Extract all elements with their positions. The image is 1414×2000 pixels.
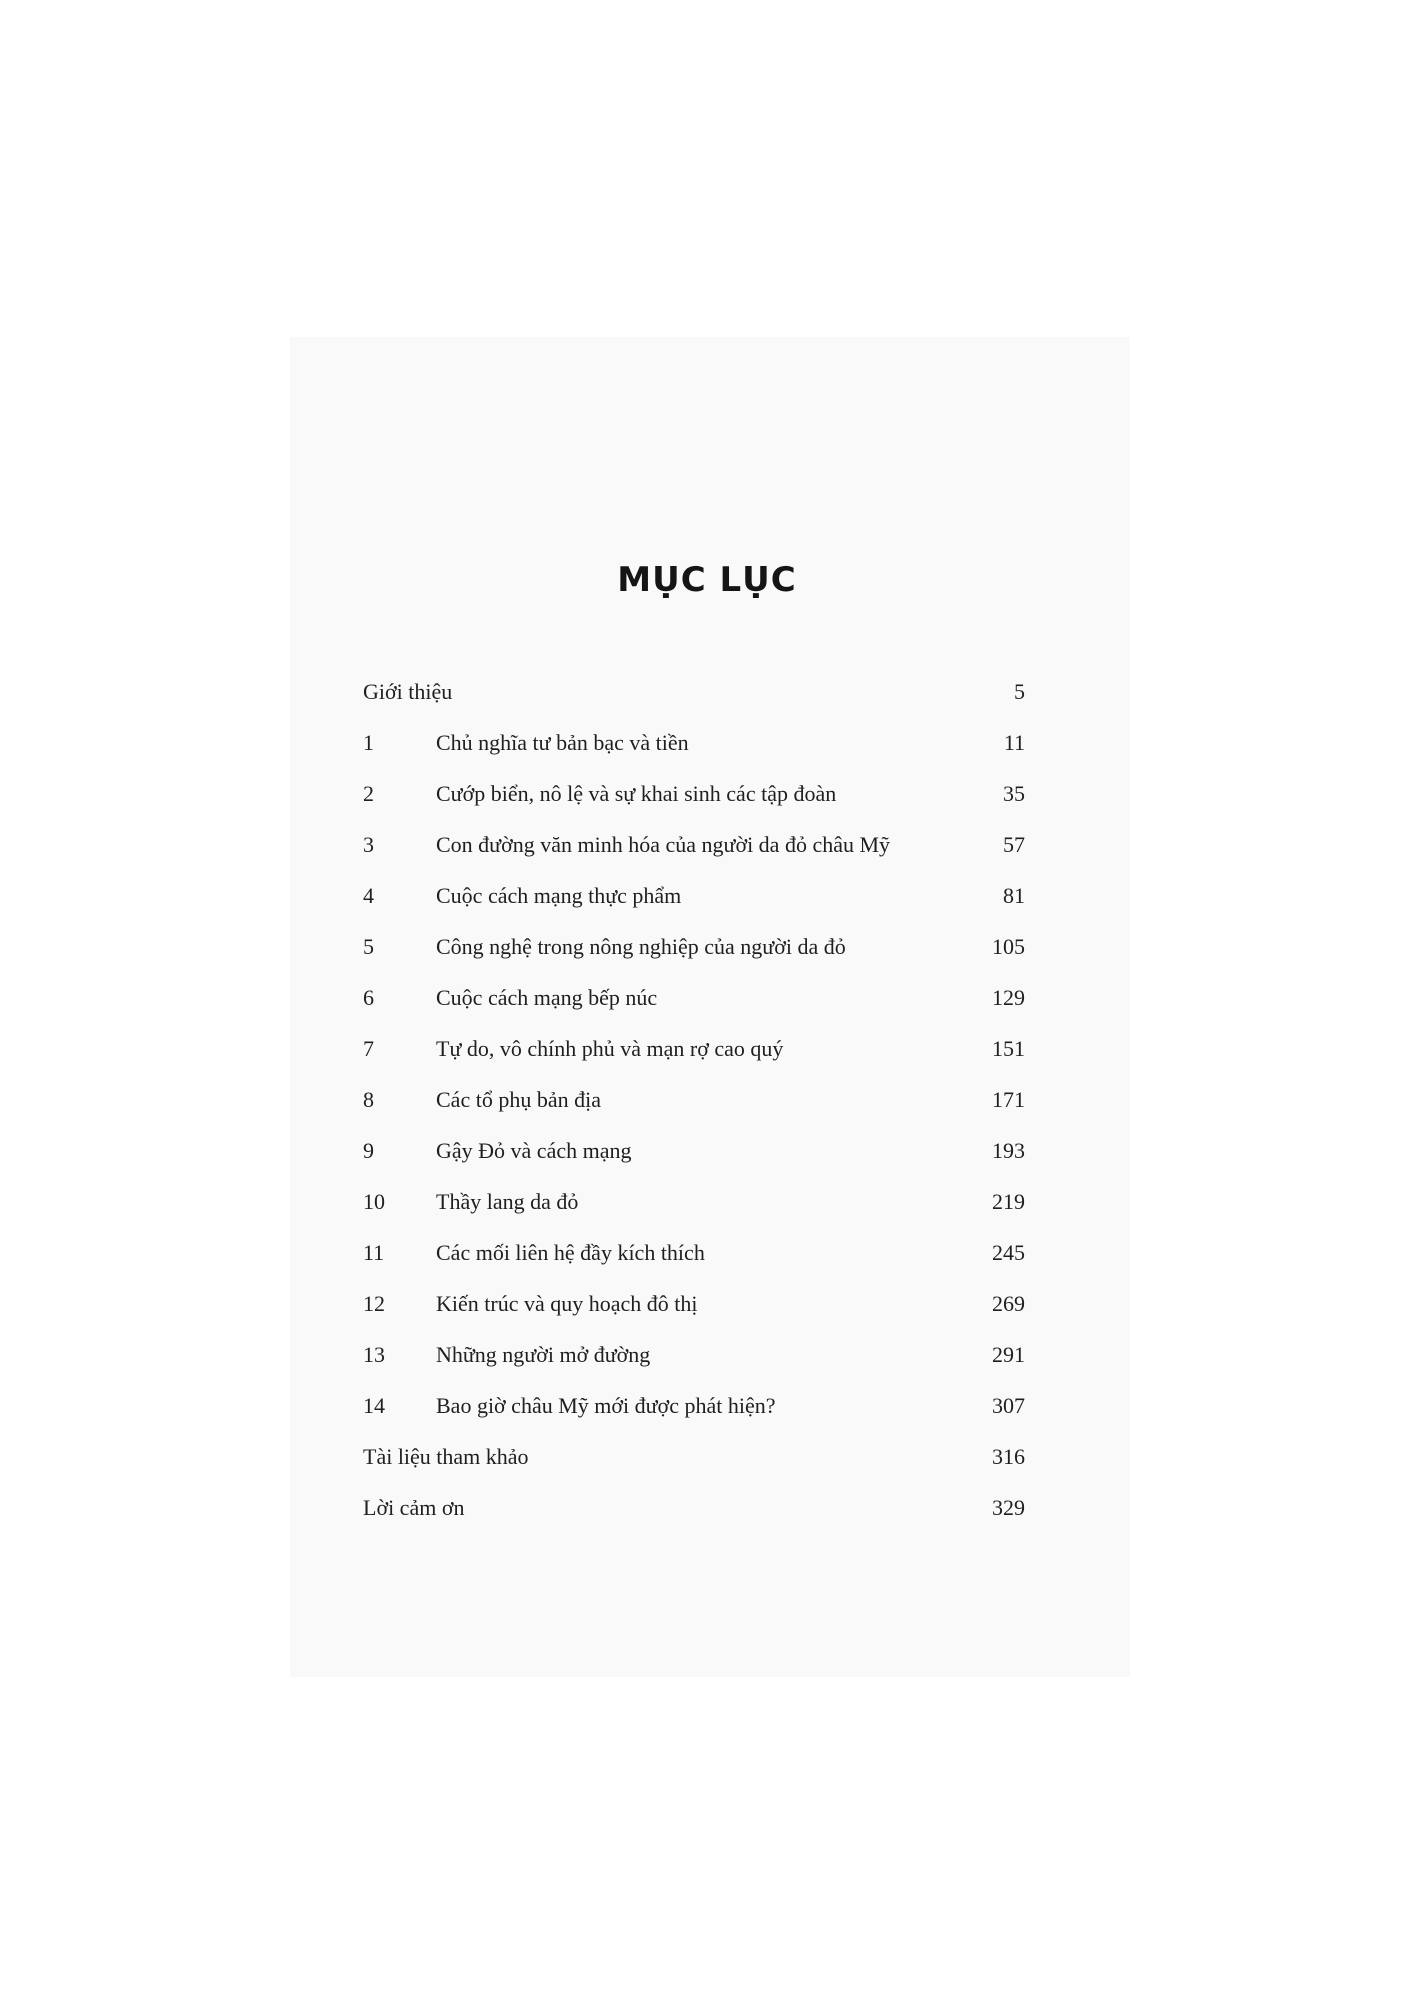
toc-entry-page: 291 [992, 1342, 1025, 1367]
toc-entry-title: Tài liệu tham khảo [363, 1444, 529, 1469]
toc-entry-page: 35 [1003, 781, 1025, 806]
toc-entry-chapter-9 [363, 1127, 1025, 1178]
toc-entry-title: Các mối liên hệ đầy kích thích [436, 1240, 705, 1265]
toc-entry-number: 11 [363, 1240, 385, 1265]
toc-entry-title: Thầy lang da đỏ [436, 1189, 579, 1214]
toc-entry-page: 329 [992, 1495, 1025, 1520]
toc-entry-page: 5 [1014, 679, 1025, 704]
toc-entry-page: 269 [992, 1291, 1025, 1316]
toc-entry-title: Cướp biển, nô lệ và sự khai sinh các tập đoàn [436, 781, 837, 806]
toc-entry-acknowledgements [363, 1484, 1025, 1535]
toc-entry-chapter-12 [363, 1280, 1025, 1331]
toc-entry-page: 105 [992, 934, 1025, 959]
toc-entry-title: Tự do, vô chính phủ và mạn rợ cao quý [436, 1036, 784, 1061]
toc-entry-number: 4 [363, 883, 374, 908]
toc-entry-chapter-14 [363, 1382, 1025, 1433]
toc-entry-number: 5 [363, 934, 374, 959]
toc-entry-title: Giới thiệu [363, 679, 453, 704]
toc-entry-title: Những người mở đường [436, 1342, 651, 1367]
toc-entry-title: Cuộc cách mạng bếp núc [436, 985, 658, 1010]
toc-entry-page: 129 [992, 985, 1025, 1010]
toc-entry-number: 2 [363, 781, 374, 806]
toc-entry-page: 171 [992, 1087, 1025, 1112]
toc-entry-page: 57 [1003, 832, 1025, 857]
toc-entry-number: 14 [363, 1393, 385, 1418]
toc-entry-number: 13 [363, 1342, 385, 1367]
toc-entry-chapter-1 [363, 719, 1025, 770]
toc-entry-chapter-3 [363, 821, 1025, 872]
page-title: MỤC LỤC [617, 560, 797, 600]
toc-entry-number: 9 [363, 1138, 374, 1163]
toc-entry-page: 245 [992, 1240, 1025, 1265]
toc-entry-page: 307 [992, 1393, 1025, 1418]
toc-entry-chapter-6 [363, 974, 1025, 1025]
toc-entry-chapter-7 [363, 1025, 1025, 1076]
toc-entry-title: Gậy Đỏ và cách mạng [436, 1138, 632, 1163]
toc-entry-title: Con đường văn minh hóa của người da đỏ châu Mỹ [436, 832, 891, 857]
toc-entry-title: Cuộc cách mạng thực phẩm [436, 883, 682, 908]
toc-entry-chapter-10 [363, 1178, 1025, 1229]
toc-entry-number: 3 [363, 832, 374, 857]
toc-entry-page: 81 [1003, 883, 1025, 908]
toc-entry-chapter-8 [363, 1076, 1025, 1127]
toc-entry-number: 7 [363, 1036, 374, 1061]
toc-entry-number: 6 [363, 985, 374, 1010]
toc-entry-chapter-2 [363, 770, 1025, 821]
toc-entry-page: 219 [992, 1189, 1025, 1214]
toc-entry-title: Kiến trúc và quy hoạch đô thị [436, 1291, 698, 1316]
toc-entry-chapter-11 [363, 1229, 1025, 1280]
toc-entry-chapter-13 [363, 1331, 1025, 1382]
toc-entry-page: 193 [992, 1138, 1025, 1163]
toc-entry-chapter-5 [363, 923, 1025, 974]
toc-entry-title: Chủ nghĩa tư bản bạc và tiền [436, 730, 689, 755]
toc-entry-page: 316 [992, 1444, 1025, 1469]
toc-entry-title: Bao giờ châu Mỹ mới được phát hiện? [436, 1393, 776, 1418]
toc-entry-page: 151 [992, 1036, 1025, 1061]
toc-entry-page: 11 [1003, 730, 1025, 755]
toc-entry-number: 10 [363, 1189, 385, 1214]
toc-entry-chapter-4 [363, 872, 1025, 923]
toc-entry-title: Các tổ phụ bản địa [436, 1087, 601, 1112]
table-of-contents [363, 668, 1025, 1535]
toc-entry-title: Lời cảm ơn [363, 1495, 465, 1520]
toc-entry-title: Công nghệ trong nông nghiệp của người da đỏ [436, 934, 846, 959]
toc-entry-number: 12 [363, 1291, 385, 1316]
toc-entry-introduction [363, 668, 1025, 719]
toc-entry-number: 8 [363, 1087, 374, 1112]
toc-entry-number: 1 [363, 730, 374, 755]
toc-entry-references [363, 1433, 1025, 1484]
